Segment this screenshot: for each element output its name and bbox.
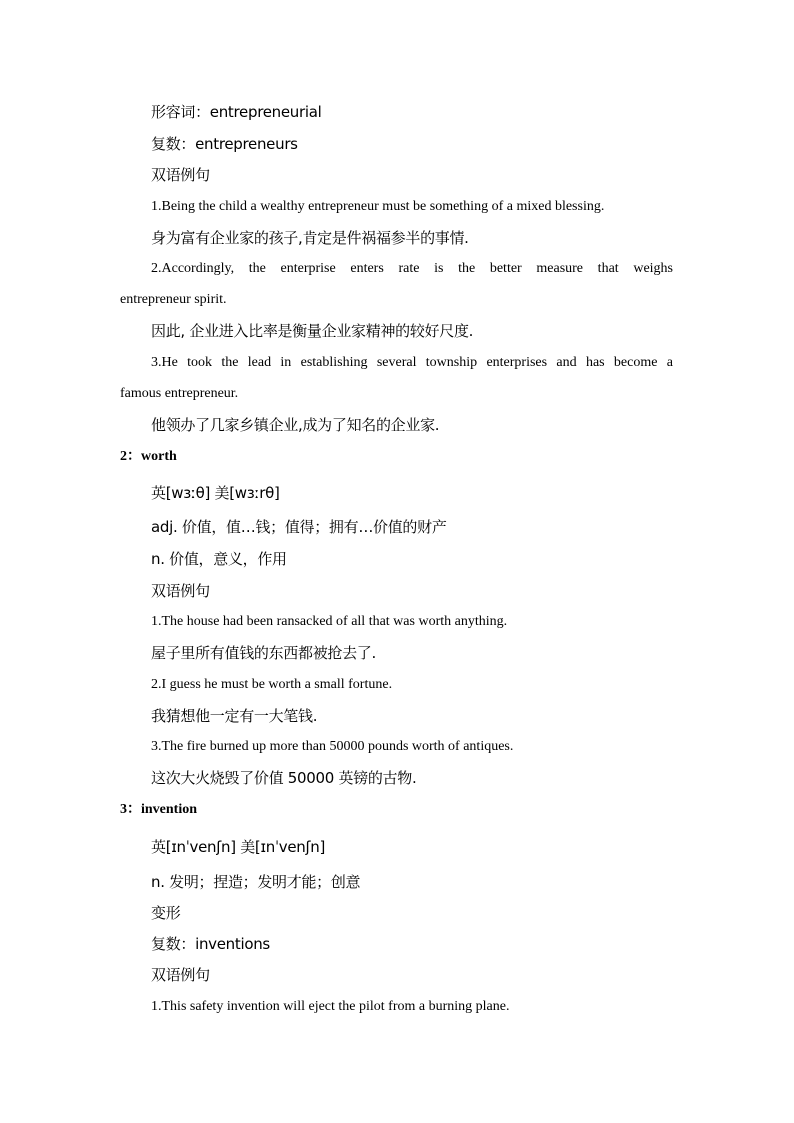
pronunciation-line: 英[ɪnˈvenʃn] 美[ɪnˈvenʃn] — [151, 838, 326, 856]
entry-heading-invention: 3：invention — [120, 802, 198, 817]
example-sentence-zh: 屋子里所有值钱的东西都被抢去了. — [151, 644, 376, 662]
example-sentence-en: 2.Accordingly, the enterprise enters rate is the better measure that weighs — [151, 261, 673, 276]
definition-adj: adj. 价值，值…钱；值得；拥有…价值的财产 — [151, 518, 447, 536]
example-sentence-zh: 因此, 企业进入比率是衡量企业家精神的较好尺度. — [151, 322, 474, 340]
inflection-heading: 变形 — [151, 904, 181, 922]
example-sentence-en-continued: famous entrepreneur. — [120, 386, 239, 401]
example-sentence-en: 1.Being the child a wealthy entrepreneur must be something of a mixed blessing. — [151, 199, 605, 214]
pronunciation-line: 英[wɜːθ] 美[wɜːrθ] — [151, 484, 280, 502]
bilingual-examples-heading: 双语例句 — [151, 966, 210, 984]
example-sentence-en: 2.I guess he must be worth a small fortune. — [151, 677, 393, 692]
example-sentence-en: 3.The fire burned up more than 50000 pounds worth of antiques. — [151, 739, 514, 754]
example-sentence-zh: 身为富有企业家的孩子,肯定是件祸福参半的事情. — [151, 229, 469, 247]
example-sentence-en: 1.This safety invention will eject the pilot from a burning plane. — [151, 999, 510, 1014]
bilingual-examples-heading: 双语例句 — [151, 582, 210, 600]
bilingual-examples-heading: 双语例句 — [151, 166, 210, 184]
definition-noun: n. 发明；捏造；发明才能；创意 — [151, 873, 361, 891]
definition-noun: n. 价值，意义，作用 — [151, 550, 287, 568]
example-sentence-en: 1.The house had been ransacked of all that was worth anything. — [151, 614, 508, 629]
plural-form-line: 复数：inventions — [151, 935, 270, 953]
example-sentence-zh: 这次大火烧毁了价值 50000 英镑的古物. — [151, 769, 417, 787]
adjective-form-line: 形容词：entrepreneurial — [151, 103, 322, 121]
example-sentence-zh: 他领办了几家乡镇企业,成为了知名的企业家. — [151, 416, 440, 434]
entry-heading-worth: 2：worth — [120, 449, 177, 464]
example-sentence-en-continued: entrepreneur spirit. — [120, 292, 227, 307]
example-sentence-en: 3.He took the lead in establishing several township enterprises and has become a — [151, 355, 673, 370]
plural-form-line: 复数：entrepreneurs — [151, 135, 298, 153]
example-sentence-zh: 我猜想他一定有一大笔钱. — [151, 707, 318, 725]
